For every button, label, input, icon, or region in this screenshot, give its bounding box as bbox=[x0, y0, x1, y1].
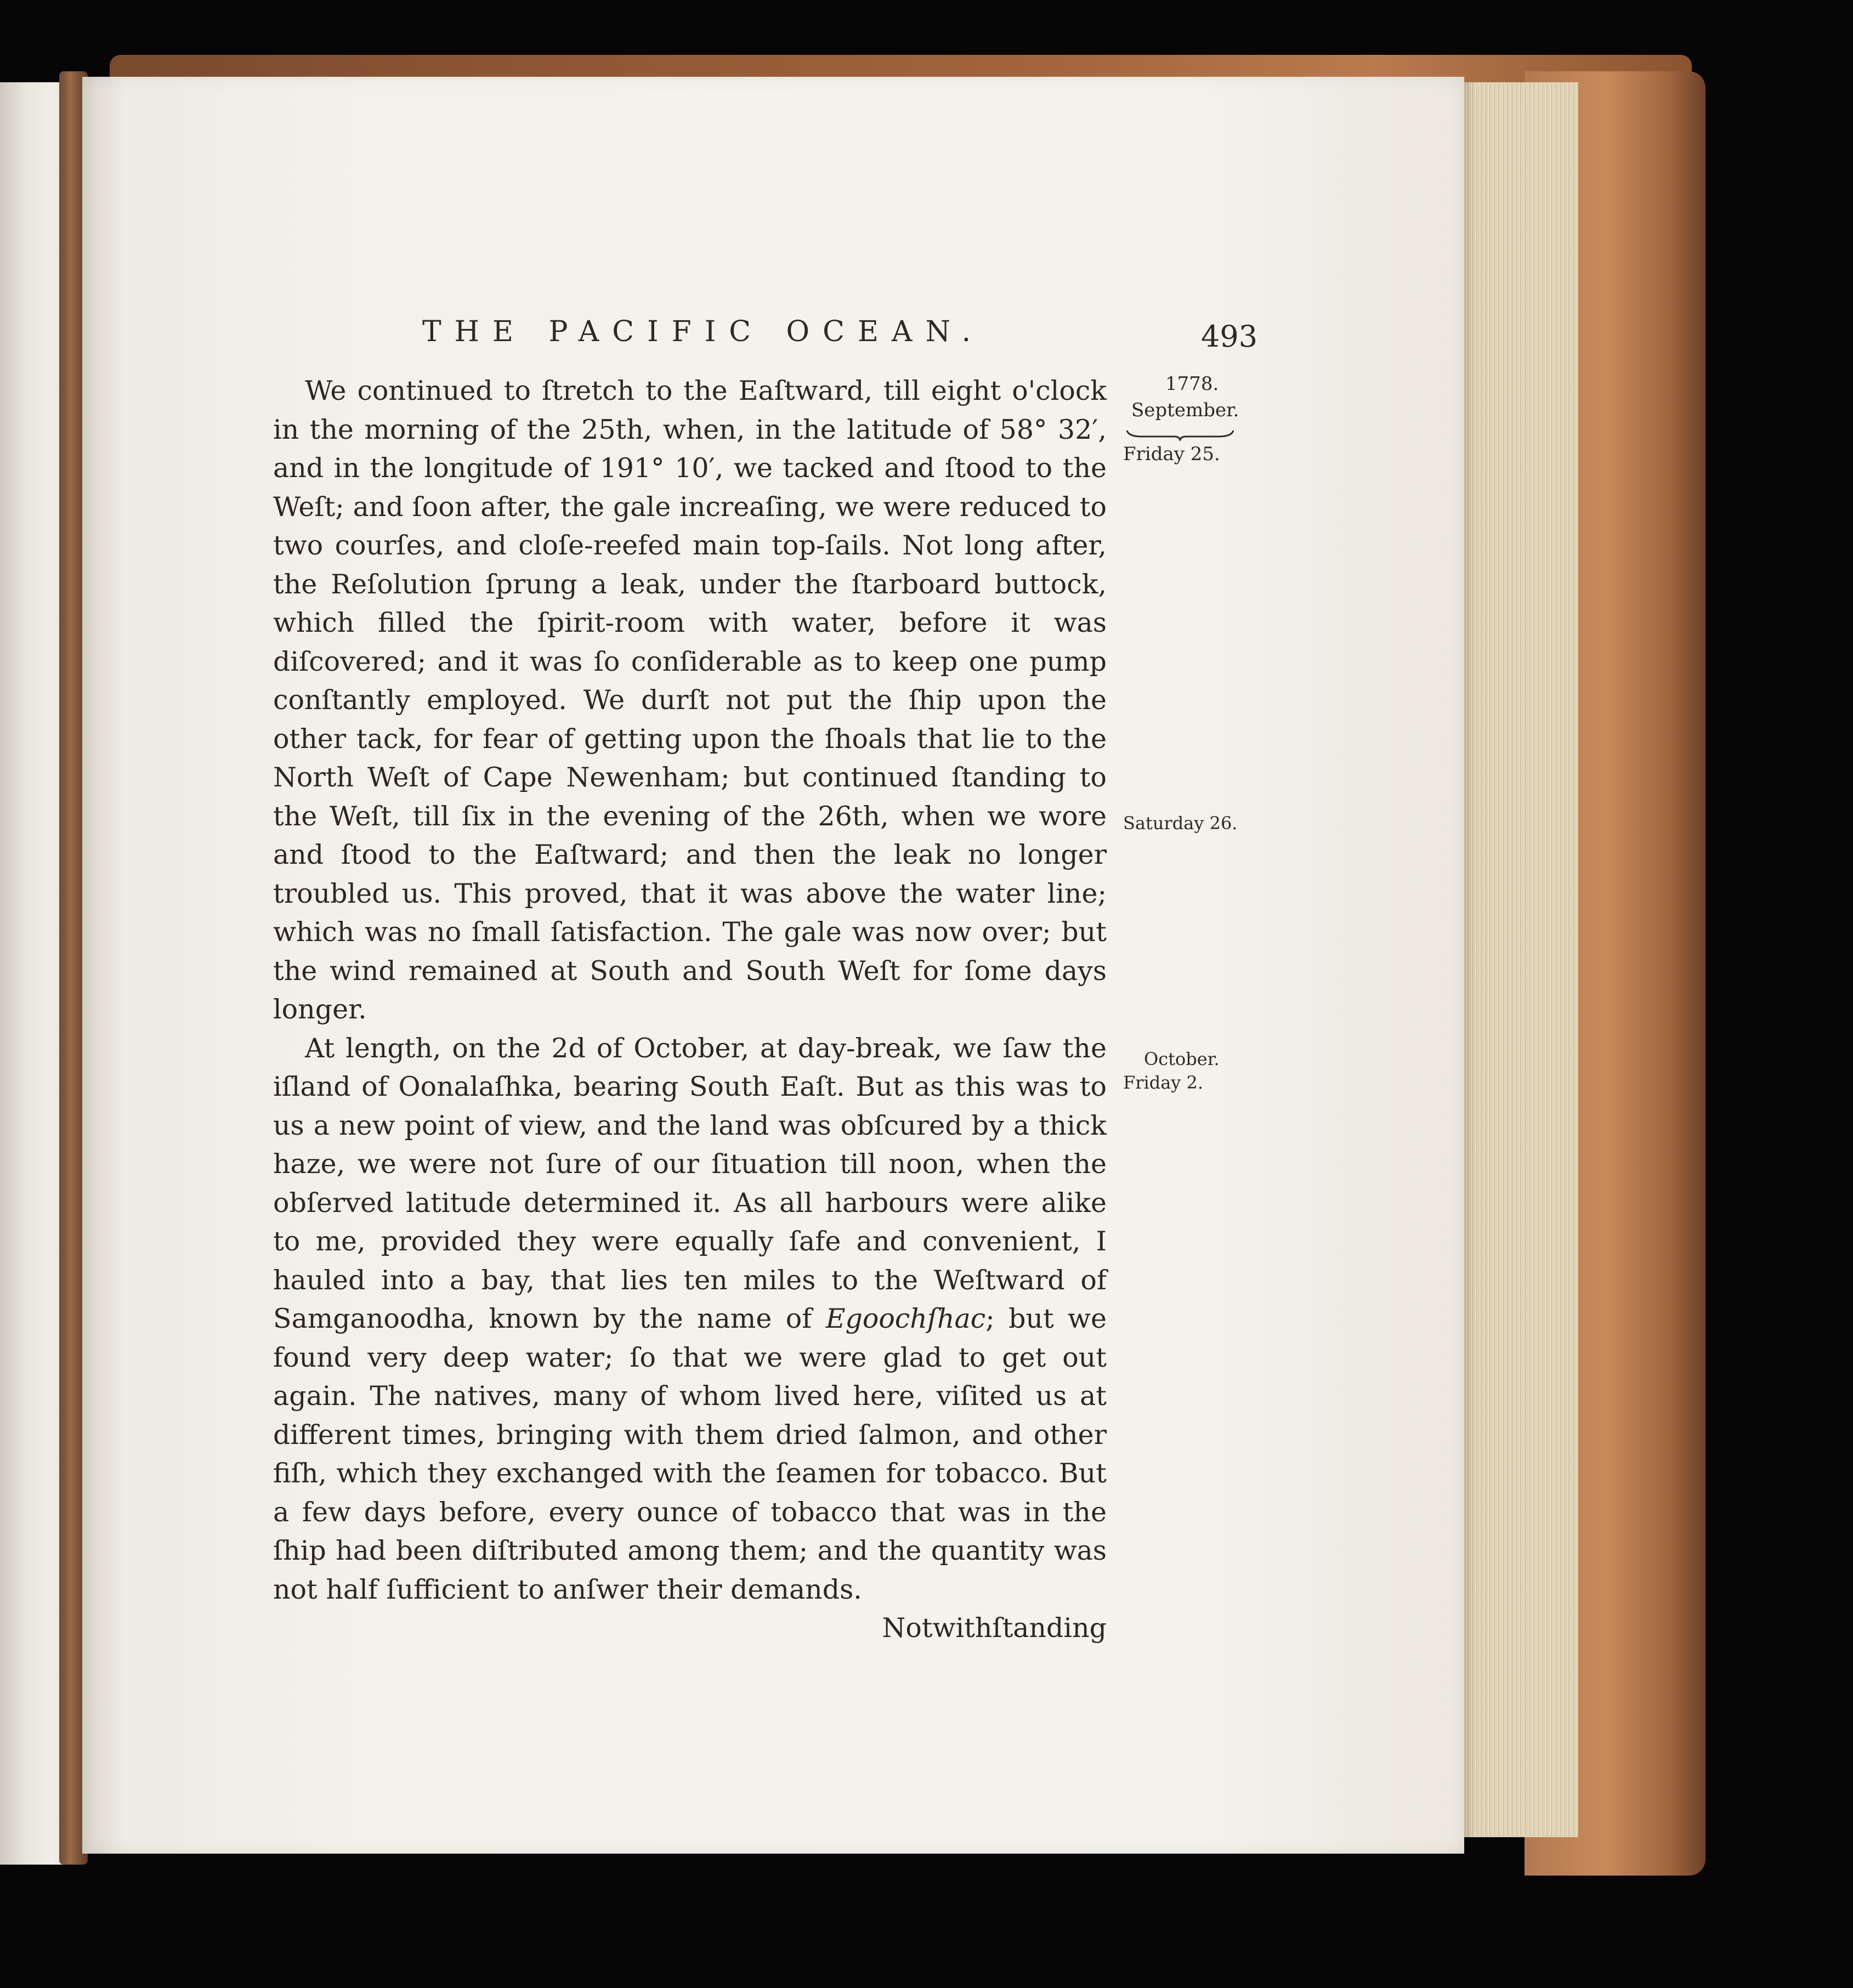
margin-note-friday-25: Friday 25. bbox=[1123, 443, 1220, 465]
catchword: Notwithſtanding bbox=[882, 1612, 1107, 1644]
margin-note-month: September. bbox=[1131, 399, 1239, 421]
paragraph-1: We continued to ſtretch to the Eaſtward, till eight o'clock in the morning of the 25th, when, in the latitude of 58° 32′, and in the longitude of 191° 10′, we tacked and ſtood to the Weſt; and ſoon after, the gale increaſing, we were reduced to two courſes, and cloſe-reefed main top-ſails. Not long after, the Reſolution ſprung a leak, under the ſtarboard buttock, which filled the ſpirit-room with water, before it was diſcovered; and it was ſo conſiderable as to keep one pump conſtantly employed. We durſt not put the ſhip upon the other tack, for fear of getting upon the ſhoals that lie to the North Weſt of Cape Newenham; but continued ſtanding to the Weſt, till ſix in the evening of the 26th, when we wore and ſtood to the Eaſtward; and then the leak no longer troubled us. This proved, that it was above the water line; which was no ſmall ſatisfaction. The gale was now over; but the wind remained at South and South Weſt for ſome days longer. bbox=[273, 375, 1107, 1025]
page-number: 493 bbox=[1201, 319, 1258, 354]
margin-note-saturday-26: Saturday 26. bbox=[1123, 813, 1238, 834]
paragraph-2-start: At length, on the 2d of October, at day-break, we ſaw the iſland of Oonalaſhka, bearing South Eaſt. But as this was to us a new point of view, and the land was obſcured by a thick haze, we were not ſure of our ſituation till noon, when the obſerved latitude determined it. As all harbours were alike to me, provided they were equally ſafe and convenient, I hauled into a bay, that lies ten miles to the Weſtward of Samganoodha, known by the name of bbox=[273, 1032, 1107, 1334]
page-block-edge bbox=[1459, 82, 1578, 1837]
body-text bbox=[273, 372, 1107, 1648]
margin-brace-icon bbox=[1125, 429, 1235, 441]
margin-note-friday-2: Friday 2. bbox=[1123, 1072, 1204, 1093]
margin-note-october: October. bbox=[1144, 1049, 1220, 1069]
paragraph-2 bbox=[273, 1029, 1107, 1610]
paragraph-2-end: ; but we found very deep water; ſo that we were glad to get out again. The natives, many of whom lived here, viſited us at different times, bringing with them dried ſalmon, and other fiſh, which they exchanged with the ſeamen for tobacco. But a few days before, every ounce of tobacco that was in the ſhip had been diſtributed among them; and the quantity was not half ſufficient to anſwer their demands. bbox=[273, 1303, 1107, 1605]
margin-note-year: 1778. bbox=[1165, 373, 1219, 395]
place-name-italic: Egoochſhac bbox=[825, 1303, 986, 1334]
running-head: THE PACIFIC OCEAN. bbox=[422, 315, 984, 348]
